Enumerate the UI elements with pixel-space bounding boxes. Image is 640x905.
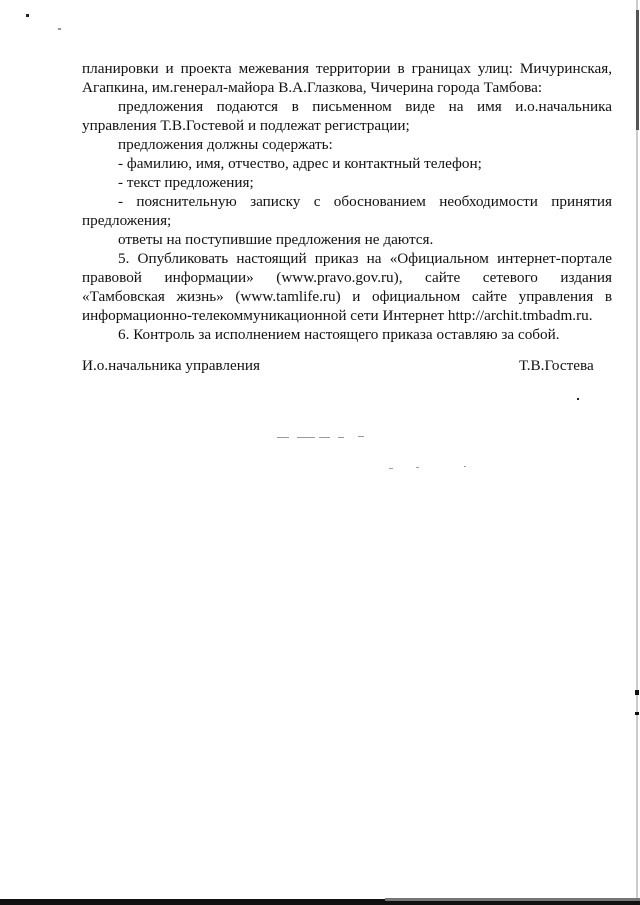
- scan-dash: [389, 468, 393, 469]
- text-line: «Тамбовская жизнь» (www.tamlife.ru) и официальном сайте управления в: [82, 288, 612, 305]
- signature-name: Т.В.Гостева: [519, 357, 594, 374]
- text-line: предложения;: [82, 212, 172, 229]
- text-line: ответы на поступившие предложения не даются.: [118, 231, 434, 248]
- text-line: - текст предложения;: [118, 174, 254, 191]
- scan-dash: [416, 467, 419, 468]
- text-line: предложения должны содержать:: [118, 136, 333, 153]
- scan-dash: [319, 437, 330, 438]
- text-line: 5. Опубликовать настоящий приказ на «Официальном интернет-портале: [118, 250, 612, 267]
- signature-position: И.о.начальника управления: [82, 357, 260, 374]
- text-line: - пояснительную записку с обоснованием необходимости принятия: [118, 193, 612, 210]
- text-line: информационно-телекоммуникационной сети Интернет http://archit.tmbadm.ru.: [82, 307, 593, 324]
- scan-edge-right: [636, 0, 638, 905]
- scan-edge-mark: [635, 712, 639, 715]
- text-line: планировки и проекта межевания территории в границах улиц: Мичуринская,: [82, 60, 612, 77]
- text-line: 6. Контроль за исполнением настоящего приказа оставляю за собой.: [118, 326, 560, 343]
- scan-dash: [358, 436, 364, 437]
- scan-edge-right-dark: [636, 10, 639, 130]
- scan-edge-bottom-gray: [385, 898, 640, 901]
- scan-dash: [338, 437, 344, 438]
- scan-speck: [58, 28, 61, 30]
- scan-dash: [277, 437, 289, 438]
- text-line: управления Т.В.Гостевой и подлежат регистрации;: [82, 117, 410, 134]
- scan-dash: [297, 437, 315, 438]
- text-line: - фамилию, имя, отчество, адрес и контактный телефон;: [118, 155, 482, 172]
- scan-edge-mark: [635, 690, 639, 695]
- text-line: Агапкина, им.генерал-майора В.А.Глазкова, Чичерина города Тамбова:: [82, 79, 543, 96]
- text-line: предложения подаются в письменном виде на имя и.о.начальника: [118, 98, 612, 115]
- scan-speck: [577, 398, 579, 400]
- scan-dash: [464, 466, 466, 467]
- text-line: правовой информации» (www.pravo.gov.ru), сайте сетевого издания: [82, 269, 612, 286]
- scan-speck: [26, 14, 29, 17]
